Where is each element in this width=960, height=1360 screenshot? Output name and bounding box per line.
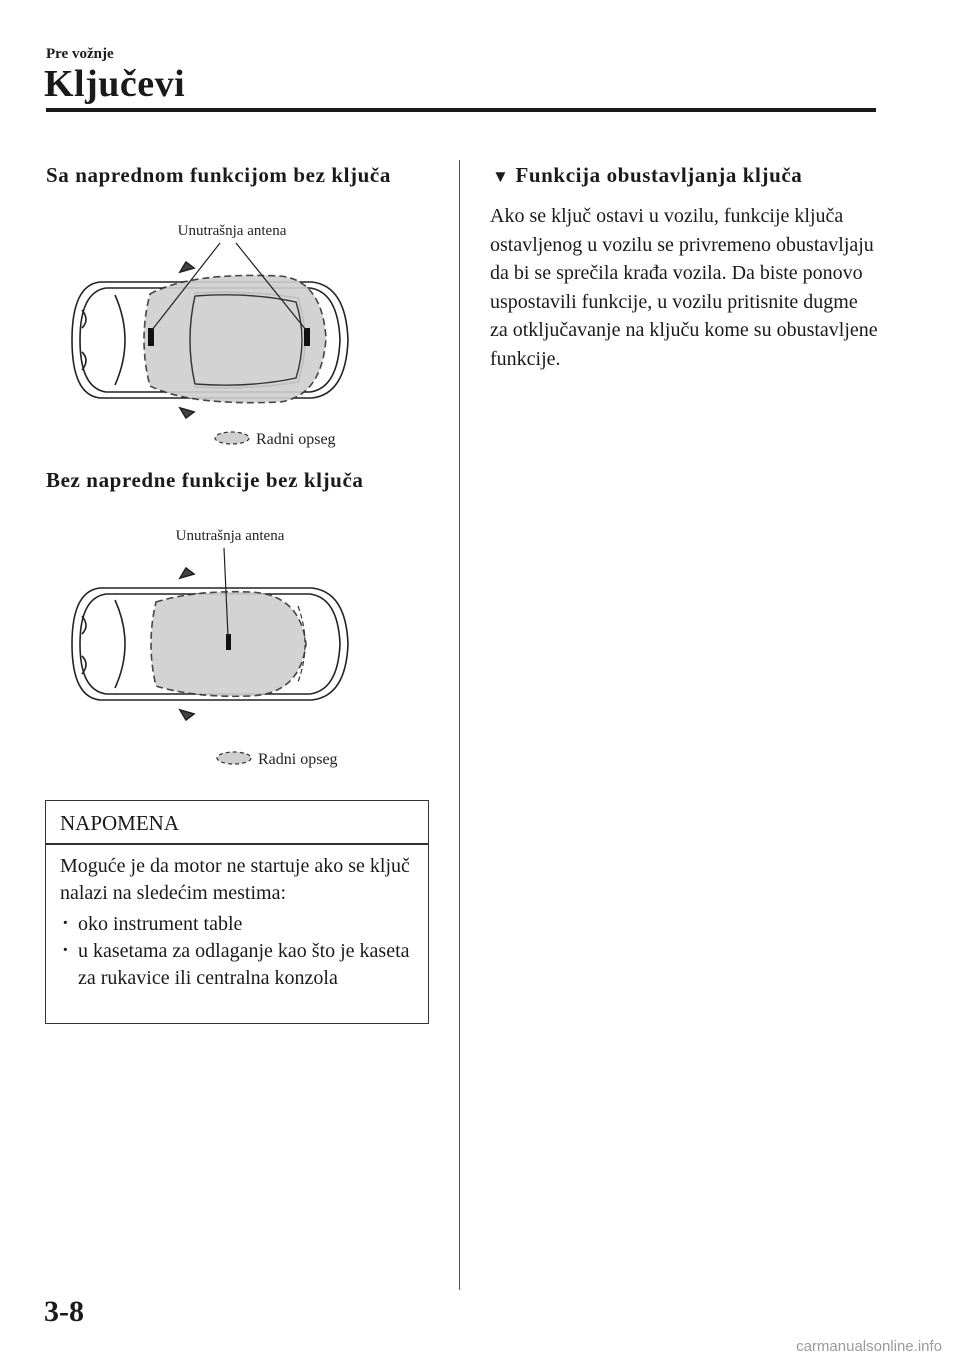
note-title-rule xyxy=(46,843,428,845)
section-heading-advanced-keyless: Sa naprednom funkcijom bez ključa xyxy=(46,163,391,187)
range-marker-icon xyxy=(215,432,249,444)
right-body-text: Ako se ključ ostavi u vozilu, funkcije ključa ostavljenog u vozilu se privremeno obustavljaju da bi se sprečila krađa vozila. Da biste ponovo uspostavili funkcije, u vozilu pritisnite dugme za otključavanje na ključu kome su obustavljene funkcije. xyxy=(490,205,878,370)
range-label: Radni opseg xyxy=(258,751,338,768)
car-diagram-standard xyxy=(60,520,380,780)
note-bullet: · oko instrument table xyxy=(60,911,416,938)
right-section-heading xyxy=(492,163,802,188)
note-intro: Moguće je da motor ne startuje ako se ključ nalazi na sledećim mestima: xyxy=(60,855,410,904)
header-rule xyxy=(46,108,876,112)
note-bullet-list xyxy=(60,911,416,992)
center-antenna-marker xyxy=(226,634,231,650)
column-divider xyxy=(459,160,460,1290)
heading-triangle-icon: ▼ xyxy=(492,167,510,186)
note-title: NAPOMENA xyxy=(60,811,180,835)
range-label: Radni opseg xyxy=(256,431,336,448)
note-bullet: · u kasetama za odlaganje kao što je kaseta za rukavice ili centralna konzola xyxy=(60,938,416,992)
note-box xyxy=(45,800,429,1024)
rear-antenna-marker xyxy=(304,328,310,346)
car-diagram-advanced xyxy=(60,210,380,460)
watermark: carmanualsonline.info xyxy=(796,1338,942,1355)
section-label: Pre vožnje xyxy=(46,46,114,62)
page-number: 3-8 xyxy=(44,1295,84,1328)
section-heading-standard-keyless: Bez napredne funkcije bez ključa xyxy=(46,468,364,492)
right-heading-text: Funkcija obustavljanja ključa xyxy=(515,163,803,187)
antenna-label: Unutrašnja antena xyxy=(175,528,285,544)
note-body xyxy=(60,853,416,992)
range-marker-icon xyxy=(217,752,251,764)
page-title: Ključevi xyxy=(44,63,186,105)
antenna-label: Unutrašnja antena xyxy=(177,223,287,239)
front-antenna-marker xyxy=(148,328,154,346)
